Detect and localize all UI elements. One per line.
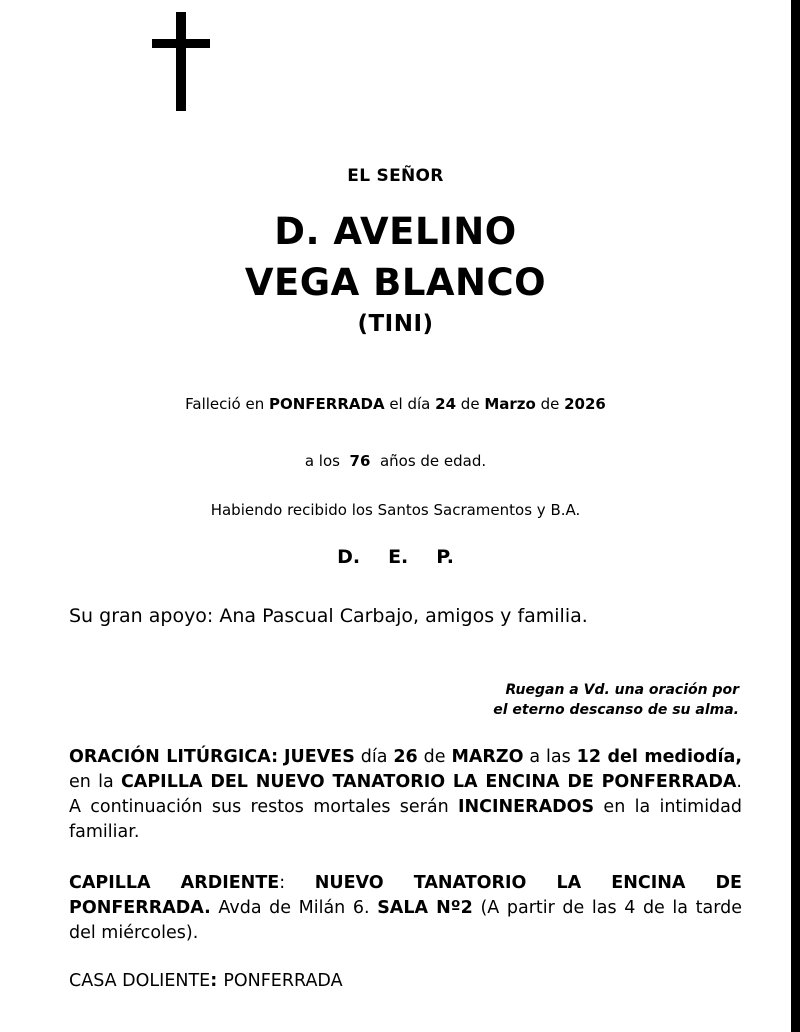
cross-icon [152,12,210,111]
ceremony-paragraph: ORACIÓN LITÚRGICA: JUEVES día 26 de MARZO a las 12 del mediodía, en la CAPILLA DEL NUEVO TANATORIO LA ENCINA DE PONFERRADA. A continuación sus restos mortales serán INCINERADOS en la intimidad familiar. [69,747,742,842]
honorific: EL SEÑOR [347,166,444,186]
dep-abbreviation: D. E. P. [337,546,454,568]
prayer-request: Ruegan a Vd. una oración por el eterno descanso de su alma. [493,682,739,718]
chapel-paragraph: CAPILLA ARDIENTE: NUEVO TANATORIO LA ENCINA DE PONFERRADA. Avda de Milán 6. SALA Nº2 (A partir de las 4 de la tarde del miércoles). [69,873,743,943]
support-note: Su gran apoyo: Ana Pascual Carbajo, amigos y familia. [69,605,588,627]
deceased-nickname: (TINI) [357,311,434,337]
deceased-name-line2: VEGA BLANCO [244,261,547,304]
sacraments-notice: Habiendo recibido los Santos Sacramentos y B.A. [210,501,581,519]
death-notice: Falleció en PONFERRADA el día 24 de Marzo de 2026 [185,395,606,413]
age-notice: a los 76 años de edad. [304,452,487,470]
deceased-name-line1: D. AVELINO [274,210,517,253]
mourning-house: CASA DOLIENTE: PONFERRADA [69,971,343,991]
